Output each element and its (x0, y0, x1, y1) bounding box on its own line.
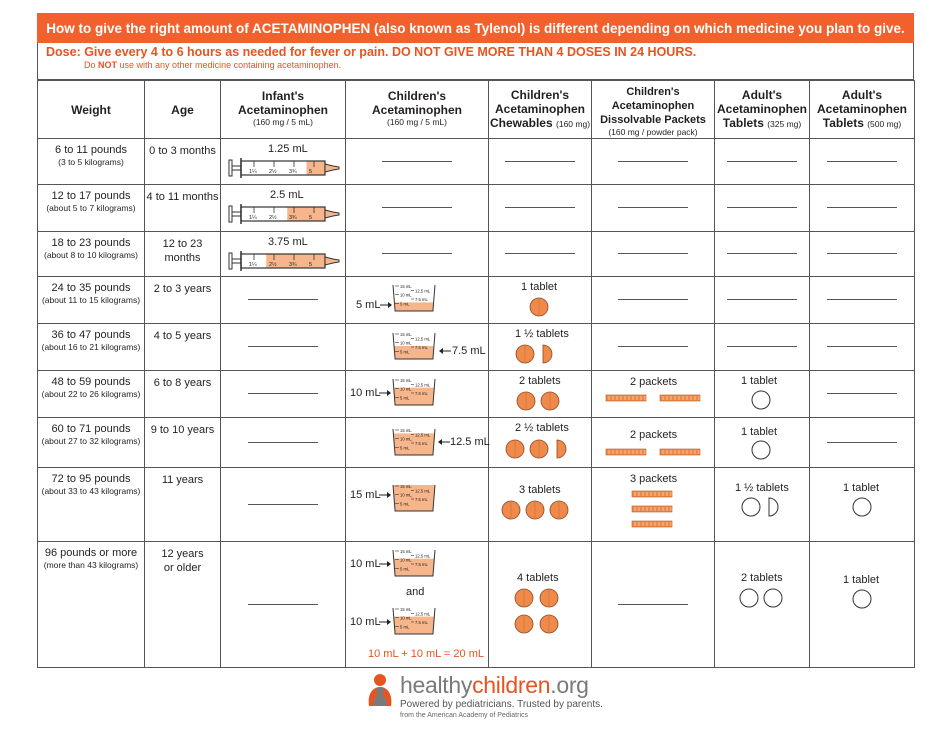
col-infant: Infant's Acetaminophen (160 mg / 5 mL) (221, 81, 346, 139)
half-tablet (769, 498, 778, 516)
adult-325-cell (715, 371, 810, 418)
cup-mark: 15 mL (400, 607, 412, 612)
not-applicable-line (382, 161, 452, 162)
adult-500-cell (810, 232, 915, 277)
adult-325-cell (715, 232, 810, 277)
weight-cell: 72 to 95 pounds (about 33 to 43 kilograms) (38, 468, 145, 542)
adult-325-cell (715, 277, 810, 324)
infant-dose-label: 1.25 mL (268, 143, 308, 155)
not-applicable-line (618, 299, 688, 300)
weight-cell: 12 to 17 pounds (about 5 to 7 kilograms) (38, 185, 145, 232)
col-adult-325: Adult's Acetaminophen Tablets (325 mg) (715, 81, 810, 139)
infant-cell (221, 371, 346, 418)
cup-mark: 10 mL (400, 557, 412, 563)
adult-500-cell (810, 324, 915, 371)
cup-mark: 7.5 mL (415, 441, 428, 446)
adult-500-cell (810, 468, 915, 542)
age-cell: 12 to 23 months (145, 232, 221, 277)
dose-warning: Do NOT use with any other medicine containing acetaminophen. (84, 60, 342, 70)
infant-cell (221, 232, 346, 277)
tablet (752, 391, 770, 409)
children-dose-label: 10 mL (350, 558, 381, 570)
tablet (526, 501, 544, 519)
measuring-cup-icon (391, 425, 437, 457)
tablet-icon (852, 589, 872, 609)
cup-mark: 10 mL (400, 436, 412, 442)
syringe-mark: 5 (309, 169, 313, 175)
not-applicable-line (618, 253, 688, 254)
col-age: Age (145, 81, 221, 139)
age-cell: 2 to 3 years (145, 277, 221, 324)
cup-mark: 7.5 mL (415, 391, 428, 396)
tablet (515, 589, 533, 607)
tablet (550, 501, 568, 519)
tablet (541, 392, 559, 410)
not-applicable-line (827, 299, 897, 300)
cup-mark: 10 mL (400, 292, 412, 298)
syringe-icon (229, 250, 339, 272)
not-applicable-line (827, 161, 897, 162)
infant-dose-label: 3.75 mL (268, 236, 308, 248)
cup-mark: 12.5 mL (415, 288, 431, 294)
age-cell: 12 years or older (145, 542, 221, 668)
children-dose-label: 5 mL (356, 299, 381, 311)
cup-mark: 5 mL (400, 395, 410, 401)
not-applicable-line (827, 253, 897, 254)
not-applicable-line (505, 253, 575, 254)
tablet (740, 589, 758, 607)
cup-mark: 5 mL (400, 566, 410, 572)
syringe-icon (229, 203, 339, 225)
tablet (516, 345, 534, 363)
cup-mark: 15 mL (400, 378, 412, 383)
children-cell (346, 371, 489, 418)
chewables-cell (489, 232, 592, 277)
not-applicable-line (827, 207, 897, 208)
children-cell (346, 418, 489, 468)
cup-mark: 12.5 mL (415, 382, 431, 388)
adult-500-cell (810, 542, 915, 668)
syringe-mark: 3¾ (289, 169, 297, 175)
dose-line: Dose: Give every 4 to 6 hours as needed for fever or pain. DO NOT GIVE MORE THAN 4 DOSES IN 24 HOURS. (46, 45, 697, 59)
chewables-dose-label: 4 tablets (517, 572, 559, 584)
not-applicable-line (248, 393, 318, 394)
arrow-right-icon (379, 389, 391, 397)
adult-500-cell (810, 139, 915, 185)
measuring-cup-icon (391, 329, 437, 361)
packet (632, 506, 672, 512)
tablet (506, 440, 524, 458)
cup-mark: 12.5 mL (415, 611, 431, 617)
infant-cell (221, 418, 346, 468)
tablet-icon (852, 497, 872, 517)
not-applicable-line (827, 393, 897, 394)
chewables-cell (489, 277, 592, 324)
syringe-mark: 2½ (269, 262, 277, 268)
adult-500-cell (810, 277, 915, 324)
measuring-cup-icon (391, 281, 437, 313)
col-children: Children's Acetaminophen (160 mg / 5 mL) (346, 81, 489, 139)
syringe-mark: 1¼ (249, 169, 257, 175)
infant-dose-label: 2.5 mL (270, 189, 304, 201)
children-dose-label: 10 mL (350, 616, 381, 628)
tablet (540, 615, 558, 633)
tablet-icon (739, 588, 785, 608)
cup-mark: 7.5 mL (415, 562, 428, 567)
packets-dose-label: 2 packets (630, 429, 678, 441)
not-applicable-line (382, 207, 452, 208)
header-row (38, 81, 915, 139)
adult-325-cell (715, 139, 810, 185)
cup-mark: 15 mL (400, 428, 412, 433)
tablet (530, 298, 548, 316)
adult-325-dose-label: 1 ½ tablets (735, 482, 789, 494)
syringe-icon (229, 157, 339, 179)
syringe-mark: 2½ (269, 169, 277, 175)
not-applicable-line (505, 207, 575, 208)
weight-cell: 36 to 47 pounds (about 16 to 21 kilograms) (38, 324, 145, 371)
weight-cell: 60 to 71 pounds (about 27 to 32 kilograms) (38, 418, 145, 468)
children-cell (346, 277, 489, 324)
cup-mark: 10 mL (400, 615, 412, 621)
chewables-cell (489, 418, 592, 468)
cup-mark: 7.5 mL (415, 345, 428, 350)
cup-mark: 10 mL (400, 492, 412, 498)
total-dose-label: 10 mL + 10 mL = 20 mL (368, 648, 484, 660)
not-applicable-line (248, 346, 318, 347)
adult-325-dose-label: 2 tablets (741, 572, 783, 584)
table-row (38, 185, 915, 232)
packet-icon (632, 490, 672, 528)
tablet (752, 441, 770, 459)
packets-cell (592, 468, 715, 542)
adult-325-cell (715, 468, 810, 542)
children-dose-label: 10 mL (350, 387, 381, 399)
table-row (38, 371, 915, 418)
not-applicable-line (248, 299, 318, 300)
packet (660, 449, 700, 455)
chewables-dose-label: 1 ½ tablets (515, 328, 569, 340)
packets-cell (592, 277, 715, 324)
tagline: Powered by pediatricians. Trusted by parents. (400, 699, 603, 710)
measuring-cup-icon (391, 375, 437, 407)
syringe-mark: 3¾ (289, 215, 297, 221)
syringe-mark: 2½ (269, 215, 277, 221)
chewables-cell (489, 468, 592, 542)
weight-cell: 48 to 59 pounds (about 22 to 26 kilograms) (38, 371, 145, 418)
packets-dose-label: 2 packets (630, 376, 678, 388)
arrow-right-icon (379, 618, 391, 626)
cup-mark: 12.5 mL (415, 488, 431, 494)
children-cell (346, 232, 489, 277)
tablet-icon (501, 500, 571, 520)
tablet (517, 392, 535, 410)
infant-cell (221, 185, 346, 232)
packets-dose-label: 3 packets (630, 473, 678, 485)
not-applicable-line (618, 346, 688, 347)
packets-cell (592, 371, 715, 418)
table-row (38, 232, 915, 277)
tablet-icon (751, 390, 771, 410)
cup-mark: 10 mL (400, 340, 412, 346)
measuring-cup-icon (391, 604, 437, 636)
packet (632, 491, 672, 497)
syringe-mark: 5 (309, 262, 313, 268)
chewables-dose-label: 2 ½ tablets (515, 422, 569, 434)
chewables-dose-label: 3 tablets (519, 484, 561, 496)
cup-mark: 12.5 mL (415, 432, 431, 438)
col-weight: Weight (38, 81, 145, 139)
adult-325-dose-label: 1 tablet (741, 426, 778, 438)
tablet-icon (529, 297, 549, 317)
table-row (38, 324, 915, 371)
not-applicable-line (382, 253, 452, 254)
arrow-left-icon (439, 347, 451, 355)
and-label: and (406, 586, 425, 598)
packet (606, 395, 646, 401)
packet (606, 449, 646, 455)
arrow-right-icon (379, 560, 391, 568)
adult-325-cell (715, 418, 810, 468)
not-applicable-line (727, 346, 797, 347)
tablet (853, 590, 871, 608)
cup-mark: 15 mL (400, 332, 412, 337)
infant-cell (221, 542, 346, 668)
cup-mark: 15 mL (400, 549, 412, 554)
age-cell: 4 to 11 months (145, 185, 221, 232)
adult-500-cell (810, 371, 915, 418)
packet (660, 395, 700, 401)
chewables-cell (489, 324, 592, 371)
weight-cell: 96 pounds or more (more than 43 kilograms) (38, 542, 145, 668)
packets-cell (592, 324, 715, 371)
not-applicable-line (248, 604, 318, 605)
age-cell: 4 to 5 years (145, 324, 221, 371)
tablet (540, 589, 558, 607)
tablet-icon (516, 391, 562, 411)
chewables-cell (489, 185, 592, 232)
col-packets: Children's Acetaminophen Dissolvable Packets (160 mg / powder pack) (592, 81, 715, 139)
not-applicable-line (505, 161, 575, 162)
age-cell: 6 to 8 years (145, 371, 221, 418)
healthychildren-logo-icon (363, 672, 397, 708)
cup-mark: 12.5 mL (415, 336, 431, 342)
adult-500-cell (810, 418, 915, 468)
not-applicable-line (248, 504, 318, 505)
age-cell: 9 to 10 years (145, 418, 221, 468)
packet-icon (606, 394, 702, 402)
syringe-mark: 5 (309, 215, 313, 221)
table-row (38, 418, 915, 468)
cup-mark: 5 mL (400, 445, 410, 451)
cup-mark: 5 mL (400, 501, 410, 507)
syringe-mark: 1¼ (249, 262, 257, 268)
dose-instructions (37, 43, 914, 80)
cup-mark: 7.5 mL (415, 497, 428, 502)
infant-cell (221, 324, 346, 371)
children-cell (346, 324, 489, 371)
arrow-right-icon (379, 491, 391, 499)
cup-mark: 7.5 mL (415, 620, 428, 625)
table-row (38, 468, 915, 542)
col-chewables: Children's Acetaminophen Chewables (160 mg) (489, 81, 592, 139)
dosage-table (37, 80, 915, 668)
tablet-icon (515, 344, 561, 364)
chewables-cell (489, 542, 592, 668)
not-applicable-line (248, 442, 318, 443)
tablet-icon (751, 440, 771, 460)
chewables-dose-label: 2 tablets (519, 375, 561, 387)
tablet-icon (741, 497, 787, 517)
table-row (38, 277, 915, 324)
chewables-dose-label: 1 tablet (521, 281, 558, 293)
cup-mark: 5 mL (400, 624, 410, 630)
title-banner: How to give the right amount of ACETAMINOPHEN (also known as Tylenol) is different depending on which medicine you plan to give. (37, 13, 914, 43)
not-applicable-line (727, 161, 797, 162)
tablet (742, 498, 760, 516)
age-cell: 11 years (145, 468, 221, 542)
tablet (502, 501, 520, 519)
adult-325-cell (715, 542, 810, 668)
cup-mark: 10 mL (400, 386, 412, 392)
not-applicable-line (727, 207, 797, 208)
tagline-small: from the American Academy of Pediatrics (400, 712, 528, 719)
packets-cell (592, 139, 715, 185)
adult-500-cell (810, 185, 915, 232)
children-cell (346, 468, 489, 542)
tablet-icon (505, 439, 575, 459)
tablet (764, 589, 782, 607)
packets-cell (592, 185, 715, 232)
packet (632, 521, 672, 527)
adult-325-cell (715, 185, 810, 232)
measuring-cup-icon (391, 546, 437, 578)
tablet (853, 498, 871, 516)
infant-cell (221, 277, 346, 324)
cup-mark: 15 mL (400, 484, 412, 489)
not-applicable-line (618, 161, 688, 162)
syringe-mark: 1¼ (249, 215, 257, 221)
chewables-cell (489, 139, 592, 185)
cup-mark: 15 mL (400, 284, 412, 289)
tablet-icon (514, 588, 560, 634)
children-cell (346, 139, 489, 185)
children-dose-label: 15 mL (350, 489, 381, 501)
cup-mark: 5 mL (400, 301, 410, 307)
packets-cell (592, 418, 715, 468)
arrow-left-icon (438, 438, 450, 446)
weight-cell: 18 to 23 pounds (about 8 to 10 kilograms) (38, 232, 145, 277)
children-dose-label: 12.5 mL (450, 436, 490, 448)
not-applicable-line (727, 253, 797, 254)
not-applicable-line (618, 207, 688, 208)
chewables-cell (489, 371, 592, 418)
brand-name: healthychildren.org (400, 672, 589, 698)
weight-cell: 6 to 11 pounds (3 to 5 kilograms) (38, 139, 145, 185)
adult-500-dose-label: 1 tablet (843, 482, 880, 494)
not-applicable-line (618, 604, 688, 605)
half-tablet (557, 440, 566, 458)
infant-cell (221, 468, 346, 542)
children-dose-label: 7.5 mL (452, 345, 486, 357)
adult-325-cell (715, 324, 810, 371)
weight-cell: 24 to 35 pounds (about 11 to 15 kilograms) (38, 277, 145, 324)
age-cell: 0 to 3 months (145, 139, 221, 185)
tablet (515, 615, 533, 633)
measuring-cup-icon (391, 481, 437, 513)
cup-mark: 7.5 mL (415, 297, 428, 302)
table-row (38, 542, 915, 668)
syringe-mark: 3¾ (289, 262, 297, 268)
packet-icon (606, 448, 702, 456)
adult-500-dose-label: 1 tablet (843, 574, 880, 586)
cup-mark: 5 mL (400, 349, 410, 355)
not-applicable-line (727, 299, 797, 300)
packets-cell (592, 232, 715, 277)
children-cell (346, 542, 489, 668)
col-adult-500: Adult's Acetaminophen Tablets (500 mg) (810, 81, 915, 139)
tablet (530, 440, 548, 458)
not-applicable-line (827, 442, 897, 443)
not-applicable-line (827, 346, 897, 347)
children-cell (346, 185, 489, 232)
cup-mark: 12.5 mL (415, 553, 431, 559)
half-tablet (543, 345, 552, 363)
packets-cell (592, 542, 715, 668)
adult-325-dose-label: 1 tablet (741, 375, 778, 387)
table-row (38, 139, 915, 185)
infant-cell (221, 139, 346, 185)
